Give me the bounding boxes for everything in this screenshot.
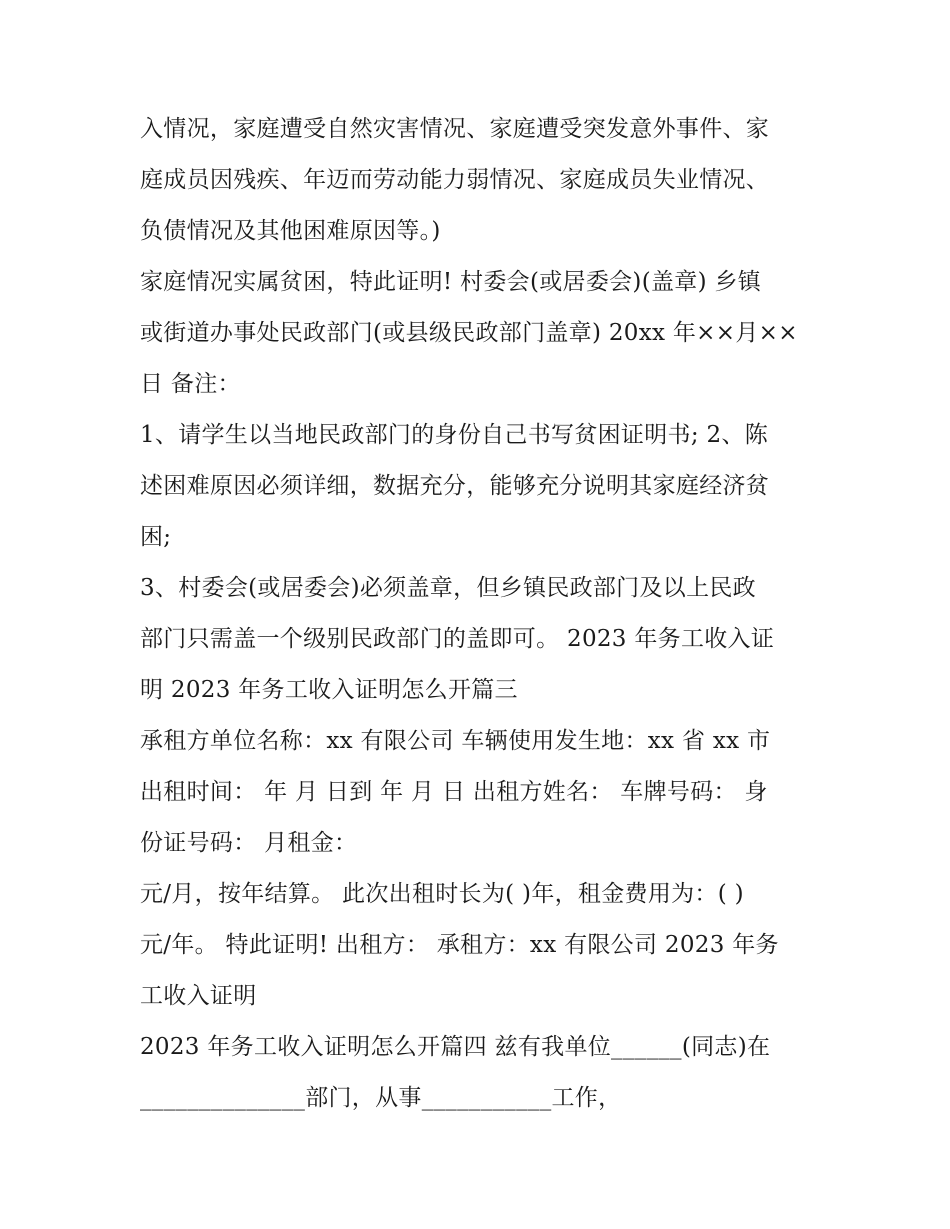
text-line: 承租方单位名称：xx 有限公司 车辆使用发生地：xx 省 xx 市 [140,728,771,754]
text-line: 工收入证明 [140,983,257,1009]
text-line: 明 2023 年务工收入证明怎么开篇三 [140,677,518,703]
document-body [140,104,820,1124]
text-line: 日 备注： [140,371,241,397]
text-line: 元/月，按年结算。 此次出租时长为( )年，租金费用为：( ) [140,881,744,907]
text-line: 3、村委会(或居委会)必须盖章，但乡镇民政部门及以上民政 [140,575,756,601]
text-line: 2023 年务工收入证明怎么开篇四 兹有我单位______(同志)在 [140,1034,771,1060]
text-line: 部门只需盖一个级别民政部门的盖即可。 2023 年务工收入证 [140,626,775,652]
text-line: 述困难原因必须详细，数据充分，能够充分说明其家庭经济贫 [140,473,770,499]
text-line: 或街道办事处民政部门(或县级民政部门盖章) 20xx 年××月×× [140,320,798,346]
text-line: ______________部门，从事___________工作， [140,1085,622,1111]
text-line: 元/年。 特此证明! 出租方： 承租方：xx 有限公司 2023 年务 [140,932,779,958]
text-line: 入情况，家庭遭受自然灾害情况、家庭遭受突发意外事件、家 [140,116,770,142]
text-line: 负债情况及其他困难原因等。) [140,218,441,244]
text-line: 困; [140,524,172,550]
text-line: 出租时间： 年 月 日到 年 月 日 出租方姓名： 车牌号码： 身 [140,779,768,805]
text-line: 家庭情况实属贫困，特此证明! 村委会(或居委会)(盖章) 乡镇 [140,269,762,295]
text-line: 1、请学生以当地民政部门的身份自己书写贫困证明书; 2、陈 [140,422,769,448]
text-line: 庭成员因残疾、年迈而劳动能力弱情况、家庭成员失业情况、 [140,167,770,193]
text-line: 份证号码： 月租金： [140,830,358,856]
